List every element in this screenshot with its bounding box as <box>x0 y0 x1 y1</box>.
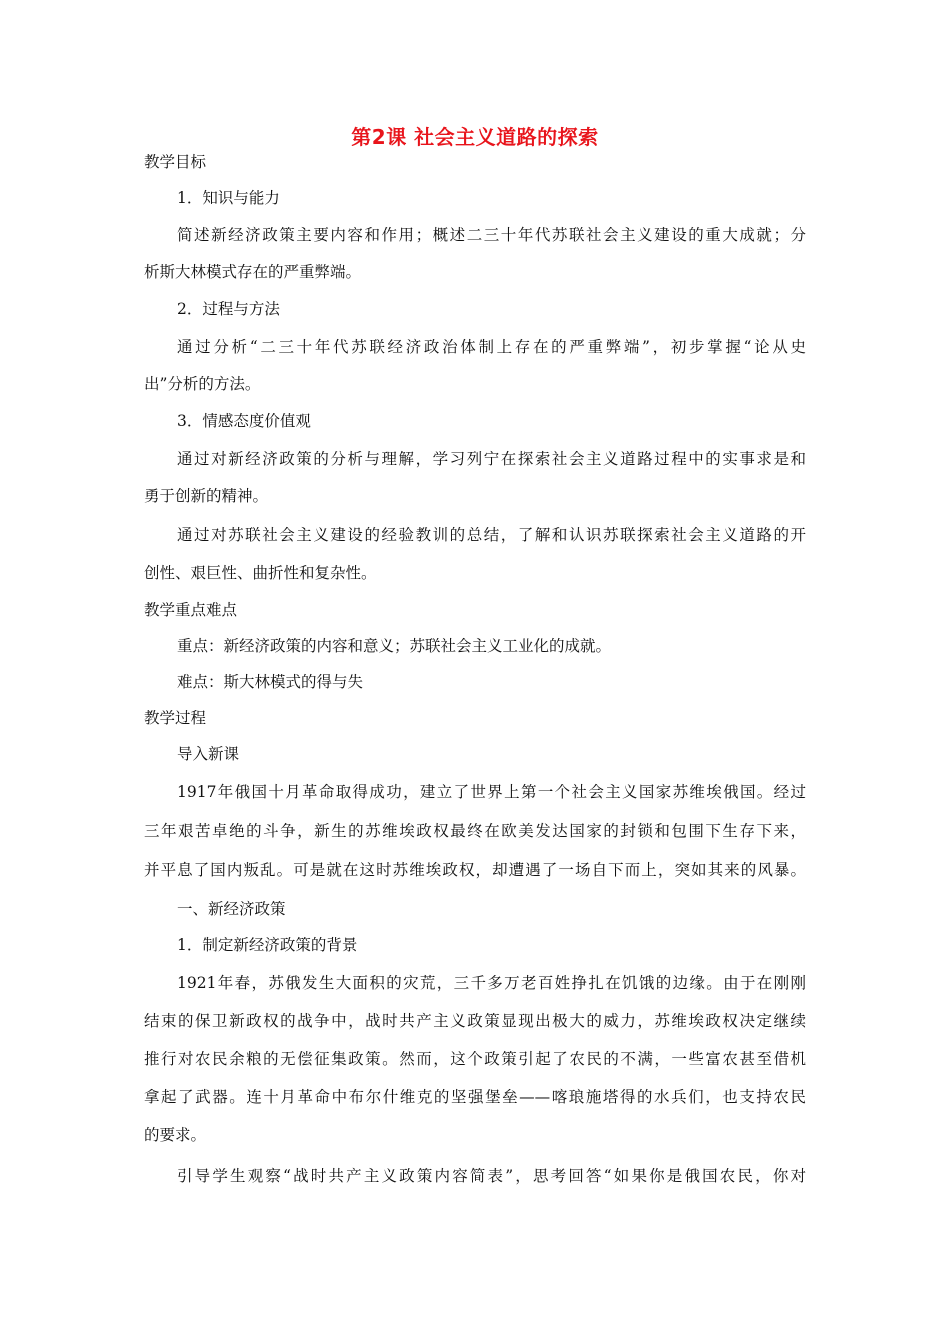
section-heading-process: 教学过程 <box>144 709 207 727</box>
paragraph-line: 创性、艰巨性、曲折性和复杂性。 <box>144 564 377 582</box>
subheading-nep: 一、新经济政策 <box>177 900 286 918</box>
document-title: 第2课 社会主义道路的探索 <box>351 125 599 149</box>
subheading-intro: 导入新课 <box>177 745 240 763</box>
subheading-knowledge: 1．知识与能力 <box>177 189 280 207</box>
paragraph-line: 勇于创新的精神。 <box>144 487 269 505</box>
subheading-process: 2．过程与方法 <box>177 300 280 318</box>
paragraph-line: 的要求。 <box>144 1126 207 1144</box>
paragraph-line: 简述新经济政策主要内容和作用；概述二三十年代苏联社会主义建设的重大成就；分 <box>177 226 806 244</box>
paragraph-line: 通过分析“二三十年代苏联经济政治体制上存在的严重弊端”，初步掌握“论从史 <box>177 338 806 356</box>
paragraph-line: 引导学生观察“战时共产主义政策内容简表”，思考回答“如果你是俄国农民，你对 <box>177 1167 806 1185</box>
section-heading-objectives: 教学目标 <box>144 153 207 171</box>
paragraph-line: 结束的保卫新政权的战争中，战时共产主义政策显现出极大的威力，苏维埃政权决定继续 <box>144 1012 806 1030</box>
subheading-attitudes: 3．情感态度价值观 <box>177 412 311 430</box>
paragraph-line: 重点：新经济政策的内容和意义；苏联社会主义工业化的成就。 <box>177 637 612 655</box>
paragraph-line: 1921年春，苏俄发生大面积的灾荒，三千多万老百姓挣扎在饥饿的边缘。由于在刚刚 <box>177 974 806 992</box>
paragraph-line: 通过对新经济政策的分析与理解，学习列宁在探索社会主义道路过程中的实事求是和 <box>177 450 806 468</box>
paragraph-line: 三年艰苦卓绝的斗争，新生的苏维埃政权最终在欧美发达国家的封锁和包围下生存下来， <box>144 822 806 840</box>
section-heading-key-points: 教学重点难点 <box>144 601 238 619</box>
paragraph-line: 1917年俄国十月革命取得成功，建立了世界上第一个社会主义国家苏维埃俄国。经过 <box>177 783 806 801</box>
paragraph-line: 析斯大林模式存在的严重弊端。 <box>144 263 362 281</box>
paragraph-line: 难点：斯大林模式的得与失 <box>177 673 364 691</box>
paragraph-line: 拿起了武器。连十月革命中布尔什维克的坚强堡垒——喀琅施塔得的水兵们，也支持农民 <box>144 1088 806 1106</box>
paragraph-line: 出”分析的方法。 <box>144 375 261 393</box>
subheading-nep-background: 1．制定新经济政策的背景 <box>177 936 358 954</box>
paragraph-line: 并平息了国内叛乱。可是就在这时苏维埃政权，却遭遇了一场自下而上，突如其来的风暴。 <box>144 861 806 879</box>
paragraph-line: 推行对农民余粮的无偿征集政策。然而，这个政策引起了农民的不满，一些富农甚至借机 <box>144 1050 806 1068</box>
paragraph-line: 通过对苏联社会主义建设的经验教训的总结，了解和认识苏联探索社会主义道路的开 <box>177 526 806 544</box>
